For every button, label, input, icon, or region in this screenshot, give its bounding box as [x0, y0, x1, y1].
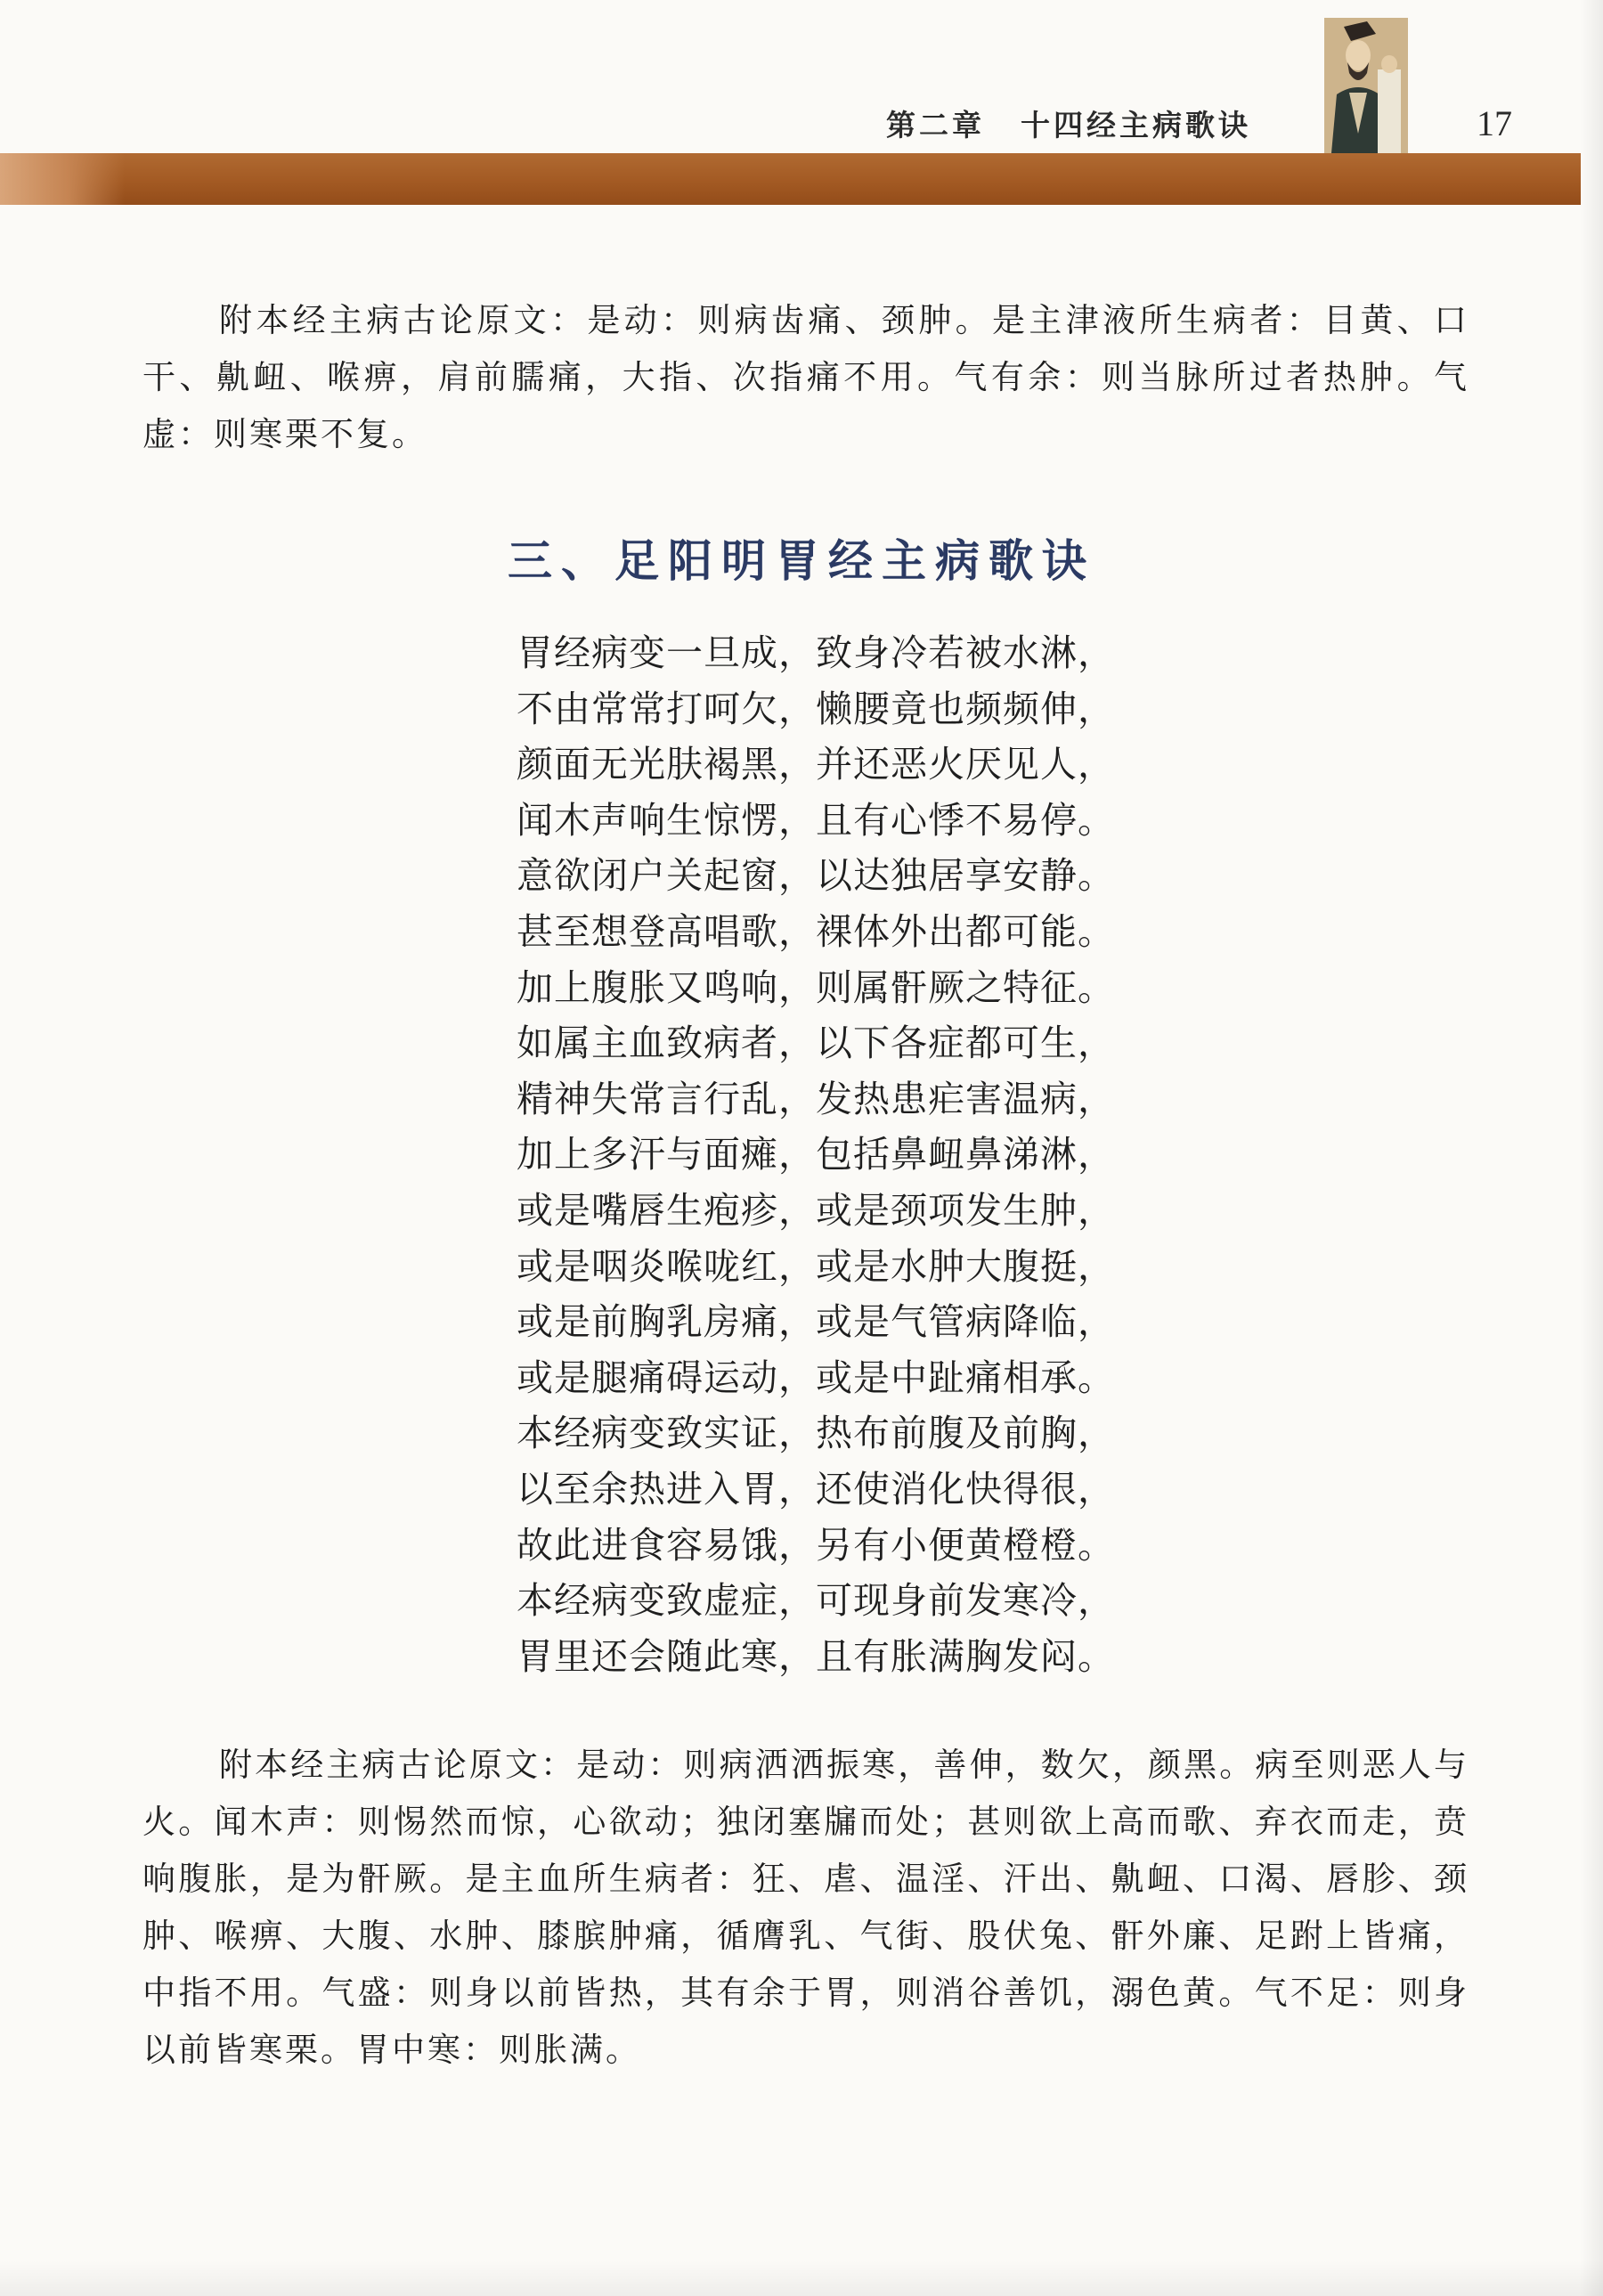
- verse-line: 以至余热进入胃，还使消化快得很，: [517, 1467, 1115, 1510]
- page-edge-shadow: [1580, 0, 1603, 2296]
- verse-line: 或是腿痛碍运动，或是中趾痛相承。: [517, 1356, 1115, 1399]
- verse-line: 或是咽炎喉咙红，或是水肿大腹挺，: [517, 1244, 1115, 1288]
- verse-line: 颜面无光肤褐黑，并还恶火厌见人，: [517, 743, 1115, 786]
- verse-line: 如属主血致病者，以下各症都可生，: [517, 1022, 1115, 1065]
- header-band-highlight: [0, 153, 125, 205]
- verse-line: 本经病变致实证，热布前腹及前胸，: [517, 1412, 1115, 1455]
- chapter-number: 第二章: [886, 108, 985, 142]
- verse-line: 意欲闭户关起窗，以达独居享安静。: [517, 854, 1115, 898]
- verse-line: 闻木声响生惊愣，且有心悸不易停。: [517, 798, 1115, 842]
- verse-line: 胃里还会随此寒，且有胀满胸发闷。: [517, 1634, 1115, 1678]
- verse-line: 胃经病变一旦成，致身冷若被水淋，: [517, 631, 1115, 674]
- running-header: [886, 102, 1251, 144]
- page-number: 17: [1477, 103, 1512, 143]
- classic-text-paragraph-1: 附本经主病古论原文：是动：则病齿痛、颈肿。是主津液所生病者：目黄、口干、鼽衄、喉痹，肩前臑痛，大指、次指痛不用。气有余：则当脉所过者热肿。气虚：则寒栗不复。: [142, 301, 1469, 453]
- verse-line: 不由常常打呵欠，懒腰竟也频频伸，: [517, 687, 1115, 730]
- verse-line: 或是嘴唇生疱疹，或是颈项发生肿，: [517, 1188, 1115, 1232]
- verse-line: 或是前胸乳房痛，或是气管病降临，: [517, 1300, 1115, 1344]
- verse-line: 故此进食容易饿，另有小便黄橙橙。: [517, 1523, 1115, 1567]
- verse-line: 精神失常言行乱，发热患疟害温病，: [517, 1077, 1115, 1120]
- verse-line: 加上腹胀又鸣响，则属骭厥之特征。: [517, 965, 1115, 1009]
- portrait-illustration: [1324, 18, 1408, 153]
- header-color-band: [0, 153, 1581, 205]
- chapter-title: 十四经主病歌诀: [1021, 108, 1251, 142]
- section-heading: 三、足阳明胃经主病歌诀: [508, 535, 1095, 587]
- page-bottom-shadow: [0, 2260, 1603, 2296]
- classic-text-paragraph-2: 附本经主病古论原文：是动：则病洒洒振寒，善伸，数欠，颜黑。病至则恶人与火。闻木声：则惕然而惊，心欲动；独闭塞牖而处；甚则欲上高而歌、弃衣而走，贲响腹胀，是为骭厥。是主血所生病者：狂、虐、温淫、汗出、鼽衄、口渴、唇胗、颈肿、喉痹、大腹、水肿、膝膑肿痛，循膺乳、气街、股伏兔、骭外廉、足跗上皆痛，中指不用。气盛：则身以前皆热，其有余于胃，则消谷善饥，溺色黄。气不足：则身以前皆寒栗。胃中寒：则胀满。: [142, 1746, 1469, 2069]
- verse-line: 本经病变致虚症，可现身前发寒冷，: [517, 1579, 1115, 1623]
- verse-line: 甚至想登高唱歌，裸体外出都可能。: [517, 909, 1115, 953]
- verse-block: [517, 625, 1140, 1684]
- verse-line: 加上多汗与面瘫，包括鼻衄鼻涕淋，: [517, 1133, 1115, 1176]
